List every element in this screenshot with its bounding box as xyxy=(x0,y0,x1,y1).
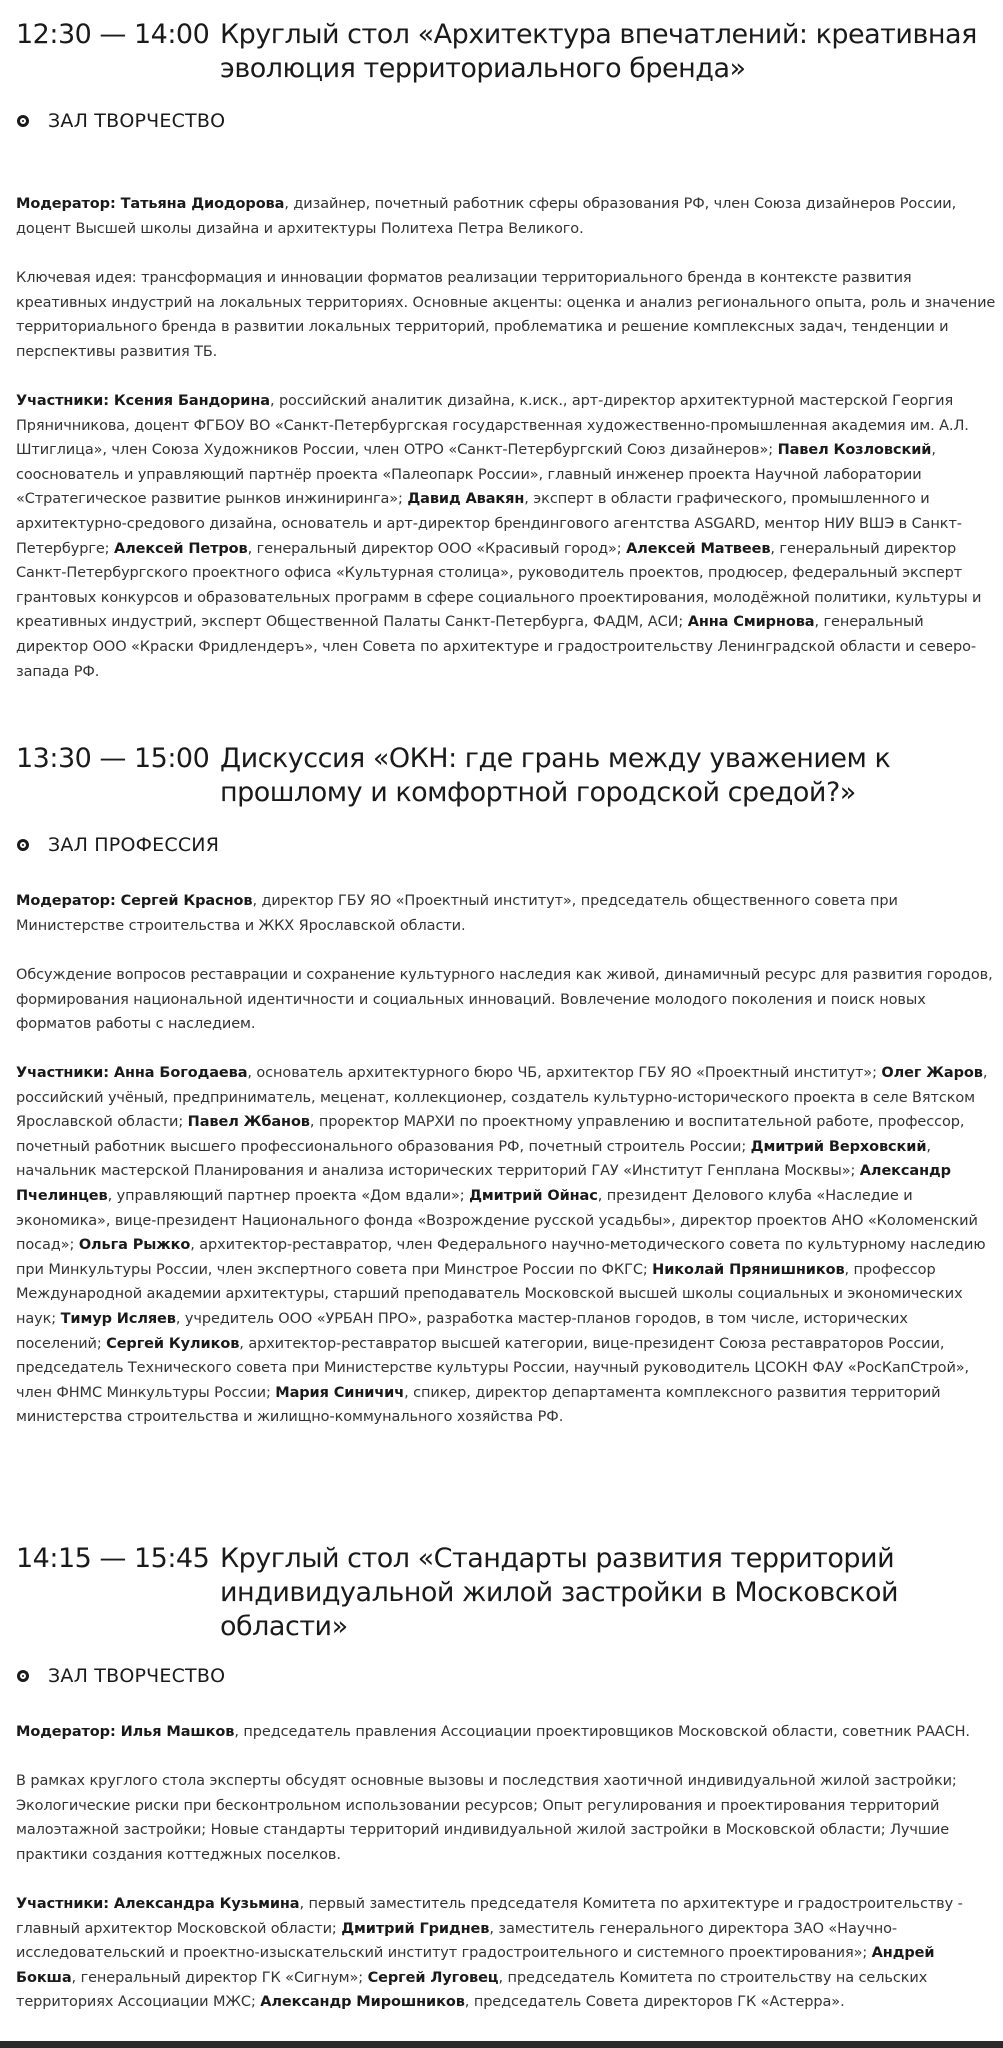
person-bio: , директор ГБУ ЯО «Проектный институт», председатель общественного совета при Министерстве строительства и ЖКХ Ярославской области. xyxy=(16,893,898,934)
moderator-paragraph xyxy=(16,889,996,938)
event-time: 13:30 — 15:00 xyxy=(16,743,210,774)
venue-name: ЗАЛ ТВОРЧЕСТВО xyxy=(48,110,226,132)
person-bio: , первый заместитель председателя Комитета по архитектуре и градостроительству - главный архитектор Московской области; xyxy=(16,1896,963,1937)
event-title xyxy=(220,1542,980,1644)
moderator-paragraph xyxy=(16,1720,996,1745)
venue-name: ЗАЛ ПРОФЕССИЯ xyxy=(48,834,220,856)
location-pin-icon xyxy=(17,839,29,851)
event-title-line: индивидуальной жилой застройки в Московской xyxy=(220,1577,899,1608)
person-name: Александр Пчелинцев xyxy=(16,1163,951,1204)
participants-paragraph xyxy=(16,1061,996,1430)
person-name: Павел Жбанов xyxy=(187,1114,310,1131)
event-title xyxy=(220,18,980,86)
participants-paragraph xyxy=(16,1892,996,2015)
person-bio: , начальник мастерской Планирования и анализа исторических территорий ГАУ «Институт Генплана Москвы»; xyxy=(16,1138,931,1180)
person-bio: , российский аналитик дизайна, к.иск., арт-директор архитектурной мастерской Георгия Пряничникова, доцент ФГБОУ ВО «Санкт-Петербургская государственная художественно-промышленная академия им. А.Л. Штиглица», член Союза Художников России, член ОТРО «Санкт-Петербургский Союз дизайнеров»; xyxy=(16,393,969,459)
description-paragraph: В рамках круглого стола эксперты обсудят основные вызовы и последствия хаотичной индивидуальной жилой застройки; Экологические риски при бесконтрольном использовании ресурсов; Опыт регулирования и проектирования территорий малоэтажной застройки; Новые стандарты территорий индивидуальной жилой застройки в Московской области; Лучшие практики создания коттеджных поселков. xyxy=(16,1773,957,1863)
person-bio: , дизайнер, почетный работник сферы образования РФ, член Союза дизайнеров России, доцент Высшей школы дизайна и архитектуры Политеха Петра Великого. xyxy=(16,196,957,237)
person-name: Модератор: Сергей Краснов xyxy=(16,893,253,909)
person-bio: , спикер, директор департамента комплексного развития территорий министерства строительства и жилищно-коммунального хозяйства РФ. xyxy=(16,1384,941,1426)
person-name: Анна Смирнова xyxy=(687,614,815,631)
person-bio: , эксперт в области графического, промышленного и архитектурно-средового дизайна, основатель и арт-директор брендингового агентства ASGARD, ментор НИУ ВШЭ в Санкт-Петербурге; xyxy=(16,491,962,557)
bottom-scrollbar-bar xyxy=(0,2041,1003,2048)
person-name: Давид Авакян xyxy=(407,491,525,508)
person-name: Тимур Исляев xyxy=(60,1310,176,1327)
location-pin-icon xyxy=(17,115,29,127)
event-title-line: прошлому и комфортной городской средой?» xyxy=(220,777,856,808)
person-bio: , председатель Комитета по строительству на сельских территориях Ассоциации МЖС; xyxy=(16,1969,928,2011)
event-title-line: Круглый стол «Архитектура впечатлений: креативная xyxy=(220,19,977,50)
venue xyxy=(16,831,219,859)
person-name: Участники: Ксения Бандорина xyxy=(16,393,270,409)
person-bio: , генеральный директор Санкт-Петербургского проектного офиса «Культурная столица», руководитель проектов, продюсер, федеральный эксперт грантовых конкурсов и образовательных программ в сфере социального проектирования, молодёжной политики, культуры и креативных индустрий, эксперт Общественной Палаты Санкт-Петербурга, ФАДМ, АСИ; xyxy=(16,540,982,631)
person-name: Сергей Луговец xyxy=(367,1969,499,1986)
event-time: 14:15 — 15:45 xyxy=(16,1543,210,1574)
person-bio: , проректор МАРХИ по проектному управлению и воспитательной работе, профессор, почетный работник высшего профессионального образования РФ, почетный строитель России; xyxy=(16,1114,965,1155)
location-pin-icon xyxy=(17,1670,29,1682)
person-bio: , профессор Международной академии архитектуры, старший преподаватель Московской высшей школы социальных и экономических наук; xyxy=(16,1261,963,1327)
person-bio: , сооснователь и управляющий партнёр проекта «Палеопарк России», главный инженер проекта Научной лаборатории «Стратегическое развитие рынков инжиниринга»; xyxy=(16,442,936,508)
person-bio: , учредитель ООО «УРБАН ПРО», разработка мастер-планов городов, в том числе, исторических поселений; xyxy=(16,1310,908,1352)
person-bio: , архитектор-реставратор, член Федерального научно-методического совета по культурному наследию при Минкультуры России, член экспертного совета при Минстрое России по ФКГС; xyxy=(16,1237,986,1278)
person-bio: , генеральный директор ГК «Сигнум»; xyxy=(71,1969,368,1986)
person-name: Сергей Куликов xyxy=(106,1335,240,1352)
event-time: 12:30 — 14:00 xyxy=(16,19,210,50)
person-name: Андрей Бокша xyxy=(16,1945,935,1986)
event-title-line: эволюция территориального бренда» xyxy=(220,53,746,84)
person-name: Олег Жаров xyxy=(881,1065,983,1081)
person-bio: , заместитель генерального директора ЗАО «Научно-исследовательский и проектно-изыскательский институт градостроительного и системного проектирования»; xyxy=(16,1920,897,1962)
person-bio: , управляющий партнер проекта «Дом вдали»; xyxy=(107,1187,470,1204)
description-paragraph: Ключевая идея: трансформация и инновации форматов реализации территориального бренда в контексте развития креативных индустрий на локальных территориях. Основные акценты: оценка и анализ регионального опыта, роль и значение территориального бренда в развитии локальных территорий, проблематика и решение комплексных задач, тенденции и перспективы развития ТБ. xyxy=(16,270,996,360)
person-name: Участники: Анна Богодаева xyxy=(16,1065,248,1081)
moderator-paragraph xyxy=(16,192,996,241)
event-title-line: Круглый стол «Стандарты развития территорий xyxy=(220,1543,895,1574)
person-name: Ольга Рыжко xyxy=(78,1237,191,1254)
person-name: Модератор: Татьяна Диодорова xyxy=(16,196,285,212)
event-title-line: Дискуссия «ОКН: где грань между уважением к xyxy=(220,743,891,774)
person-bio: , председатель правления Ассоциации проектировщиков Московской области, советник РААСН. xyxy=(234,1724,970,1740)
person-bio: , президент Делового клуба «Наследие и экономика», вице-президент Национального фонда «Возрождение русской усадьбы», директор проектов АНО «Коломенский посад»; xyxy=(16,1187,978,1254)
venue xyxy=(16,107,225,135)
person-bio: , генеральный директор ООО «Красивый город»; xyxy=(247,540,627,557)
venue-name: ЗАЛ ТВОРЧЕСТВО xyxy=(48,1665,226,1687)
person-name: Дмитрий Гриднев xyxy=(341,1920,490,1937)
person-name: Участники: Александра Кузьмина xyxy=(16,1896,300,1912)
person-name: Николай Прянишников xyxy=(652,1261,845,1278)
participants-paragraph xyxy=(16,389,996,684)
event-title-line: области» xyxy=(220,1611,348,1642)
person-name: Алексей Матвеев xyxy=(626,540,771,557)
person-name: Мария Синичич xyxy=(275,1384,405,1401)
person-name: Алексей Петров xyxy=(113,540,248,557)
person-name: Модератор: Илья Машков xyxy=(16,1724,235,1740)
person-bio: , архитектор-реставратор высшей категории, вице-президент Союза реставраторов России, председатель Технического совета при Министерстве культуры России, научный руководитель ЦСОКН ФАУ «РосКапСтрой», член ФНМС Минкультуры России; xyxy=(16,1335,970,1401)
person-name: Дмитрий Ойнас xyxy=(469,1187,598,1204)
person-name: Александр Мирошников xyxy=(260,1994,465,2011)
person-bio: , основатель архитектурного бюро ЧБ, архитектор ГБУ ЯО «Проектный институт»; xyxy=(247,1065,882,1081)
person-name: Дмитрий Верховский xyxy=(750,1138,927,1155)
person-bio: , российский учёный, предприниматель, меценат, коллекционер, создатель культурно-исторического проекта в селе Вятском Ярославской области; xyxy=(16,1065,988,1131)
event-title xyxy=(220,742,980,810)
person-name: Павел Козловский xyxy=(777,442,932,459)
person-bio: , председатель Совета директоров ГК «Астерра». xyxy=(464,1994,845,2011)
person-bio: , генеральный директор ООО «Краски Фридлендеръ», член Совета по архитектуре и градостроительству Ленинградской области и северо-запада РФ. xyxy=(16,614,976,680)
venue xyxy=(16,1662,225,1690)
description-paragraph: Обсуждение вопросов реставрации и сохранение культурного наследия как живой, динамичный ресурс для развития городов, формирования национальной идентичности и социальных инноваций. Вовлечение молодого поколения и поиск новых форматов работы с наследием. xyxy=(16,967,993,1033)
